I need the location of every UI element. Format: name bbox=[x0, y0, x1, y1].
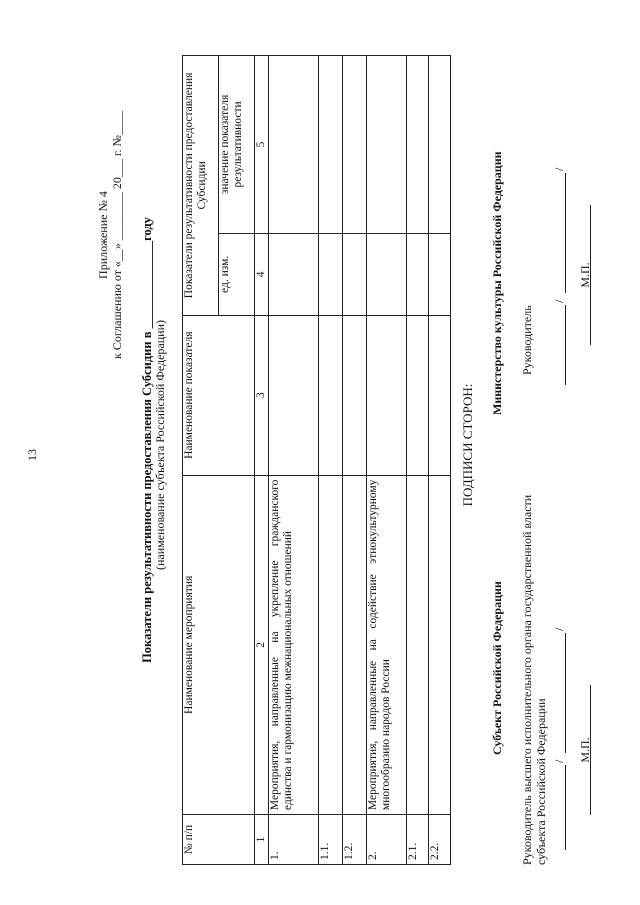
indicators-table bbox=[182, 55, 451, 865]
right-position: Руководитель bbox=[520, 305, 534, 375]
slash: / bbox=[552, 759, 566, 763]
slash: / bbox=[552, 627, 566, 631]
row-event: Мероприятия, направленные на содействие этнокультурному многообразию народов России bbox=[367, 475, 407, 814]
agreement-ref: к Соглашению от «__» ________ 20___ г. №____ bbox=[110, 111, 124, 359]
row-number: 1.2. bbox=[343, 815, 367, 865]
col-index: 4 bbox=[255, 233, 269, 315]
col-header-event: Наименование мероприятия bbox=[183, 475, 255, 814]
signature-line bbox=[565, 305, 566, 385]
signature-line bbox=[565, 633, 566, 753]
left-position: Руководитель высшего исполнительного органа государственной власти субъекта Российской Федерации bbox=[520, 494, 548, 865]
table-row bbox=[407, 56, 429, 865]
signature-line bbox=[565, 765, 566, 850]
col-index: 1 bbox=[255, 815, 269, 865]
table-row bbox=[269, 56, 319, 865]
document-title: Показатели результативности предоставления Субсидии в ______________году bbox=[140, 217, 154, 663]
row-number: 2.2. bbox=[429, 815, 451, 865]
row-number: 1. bbox=[269, 815, 319, 865]
col-header-indicator: Наименование показателя bbox=[183, 315, 255, 475]
table-row bbox=[367, 56, 407, 865]
row-number: 2.1. bbox=[407, 815, 429, 865]
col-header-num: № п/п bbox=[183, 815, 255, 865]
stamp-label: М.П. bbox=[578, 262, 592, 288]
appendix-label: Приложение № 4 bbox=[96, 191, 110, 279]
row-number: 2. bbox=[367, 815, 407, 865]
left-party-title: Субъект Российской Федерации bbox=[490, 581, 504, 755]
col-index: 3 bbox=[255, 315, 269, 475]
col-header-unit: ед. изм. bbox=[219, 233, 255, 315]
slash: / bbox=[552, 299, 566, 303]
signatures-heading: ПОДПИСИ СТОРОН: bbox=[460, 383, 475, 507]
slash: / bbox=[552, 167, 566, 171]
page-number: 13 bbox=[25, 449, 39, 461]
table-row bbox=[343, 56, 367, 865]
col-header-results: Показатели результативности предоставления Субсидии bbox=[183, 56, 219, 316]
right-party-title: Министерство культуры Российской Федерации bbox=[490, 151, 504, 415]
row-event: Мероприятия, направленные на укрепление гражданского единства и гармонизацию межнациональных отношений bbox=[269, 475, 319, 814]
appendix-header bbox=[96, 55, 124, 415]
document-subtitle: (наименование субъекта Российской Федерации) bbox=[153, 319, 167, 571]
col-index: 5 bbox=[255, 56, 269, 234]
col-header-value: значение показателя результативности bbox=[219, 56, 255, 234]
signature-line bbox=[565, 173, 566, 293]
table-row bbox=[319, 56, 343, 865]
col-index: 2 bbox=[255, 475, 269, 814]
row-number: 1.1. bbox=[319, 815, 343, 865]
stamp-label: М.П. bbox=[578, 737, 592, 763]
table-row bbox=[429, 56, 451, 865]
